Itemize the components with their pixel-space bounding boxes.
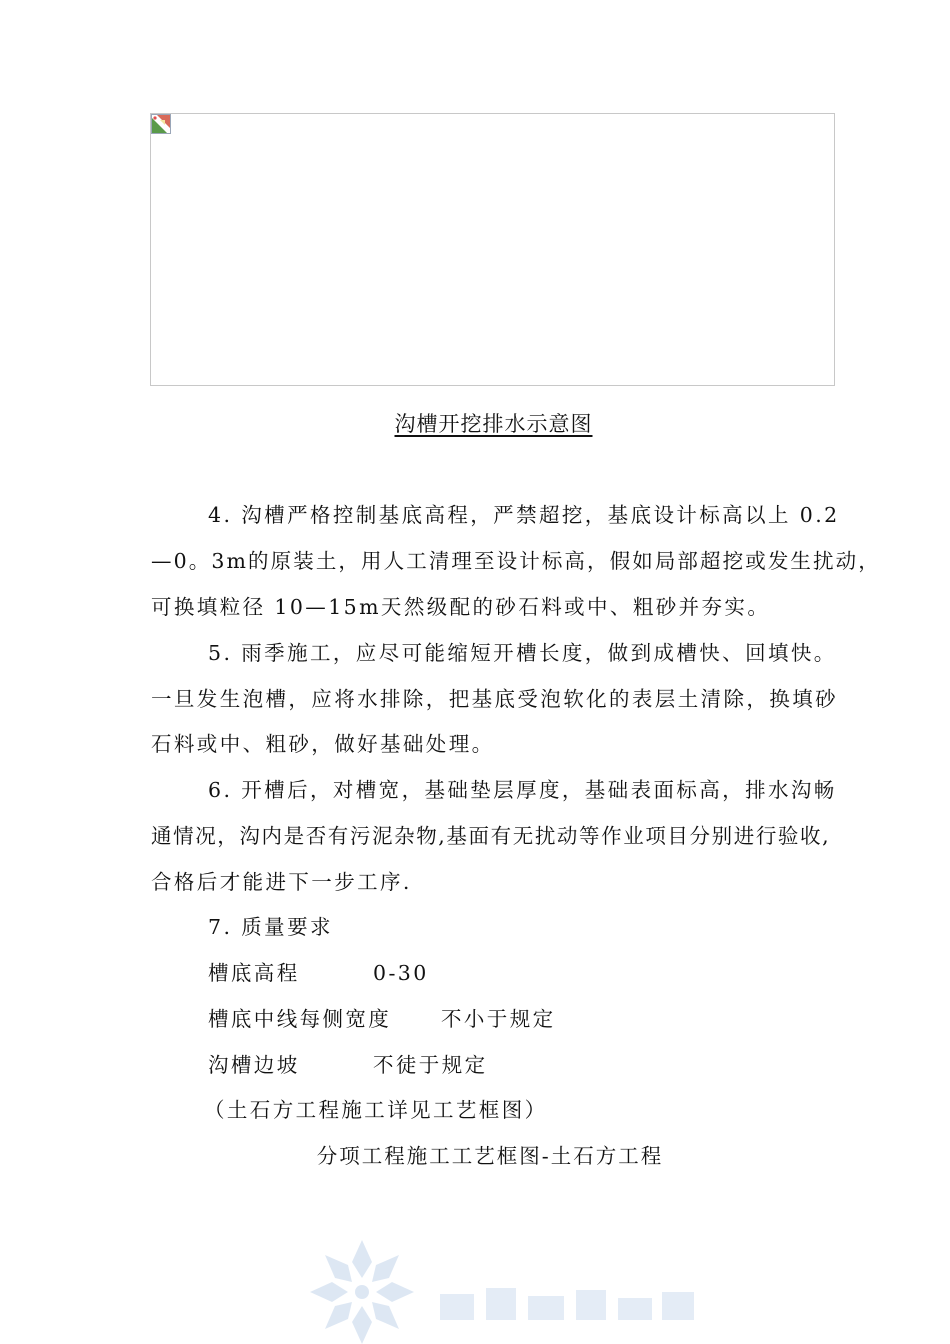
quality-row <box>208 958 608 988</box>
figure-caption-text: 沟槽开挖排水示意图 <box>394 412 593 436</box>
paragraph-5-line-2: 一旦发生泡槽，应将水排除，把基底受泡软化的表层土清除，换填砂 <box>151 687 838 711</box>
quality-item-value: 不徒于规定 <box>373 1053 488 1077</box>
quality-item-value: 不小于规定 <box>441 1007 556 1031</box>
paragraph-6-line-3: 合格后才能进下一步工序. <box>151 870 412 894</box>
figure-caption <box>0 408 950 438</box>
quality-heading: 7. 质量要求 <box>208 915 333 939</box>
paragraph-6-line-2: 通情况，沟内是否有污泥杂物,基面有无扰动等作业项目分别进行验收, <box>151 824 831 848</box>
broken-image-icon <box>151 114 171 134</box>
paragraph-4-line-2: —0。3m的原装土，用人工清理至设计标高，假如局部超挖或发生扰动， <box>151 549 881 573</box>
quality-row <box>208 1050 608 1080</box>
note-line: （土石方工程施工详见工艺框图） <box>204 1098 548 1122</box>
paragraph-6-line-1: 6. 开槽后，对槽宽，基础垫层厚度，基础表面标高，排水沟畅 <box>208 778 837 802</box>
paragraph-4-line-1: 4. 沟槽严格控制基底高程，严禁超挖，基底设计标高以上 0.2 <box>208 503 840 527</box>
quality-item-label: 沟槽边坡 <box>208 1053 300 1077</box>
paragraph-5-line-3: 石料或中、粗砂，做好基础处理。 <box>151 732 495 756</box>
quality-row <box>208 1004 608 1034</box>
snowflake-logo-watermark <box>290 1222 730 1344</box>
quality-item-label: 槽底中线每侧宽度 <box>208 1007 392 1031</box>
paragraph-4-line-3: 可换填粒径 10—15m天然级配的砂石料或中、粗砂并夯实。 <box>151 595 771 619</box>
paragraph-5-line-1: 5. 雨季施工，应尽可能缩短开槽长度，做到成槽快、回填快。 <box>208 641 837 665</box>
quality-item-value: 0-30 <box>373 961 429 985</box>
section-title: 分项工程施工工艺框图-土石方工程 <box>316 1144 664 1168</box>
quality-item-label: 槽底高程 <box>208 961 300 985</box>
figure-image-placeholder <box>150 113 835 386</box>
